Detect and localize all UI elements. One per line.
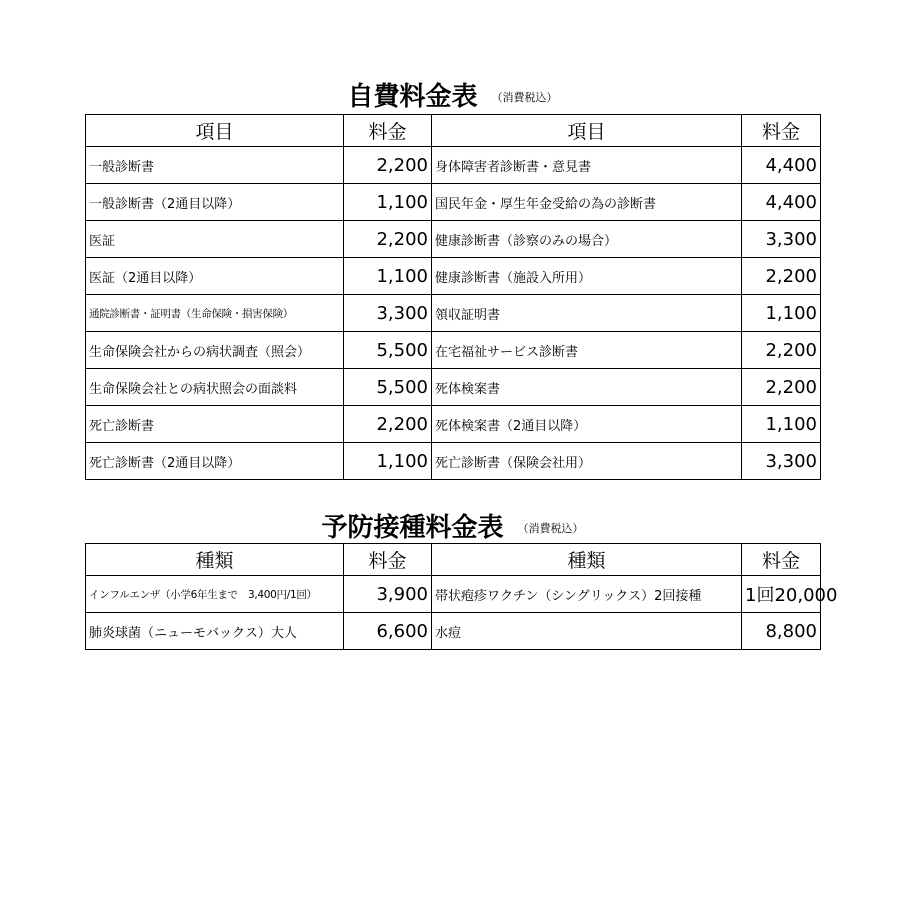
table-row <box>86 576 821 613</box>
vac-title-text: 予防接種料金表 <box>321 513 504 543</box>
fee-price-right: 2,200 <box>742 258 821 295</box>
table-row <box>86 613 821 650</box>
fee-item-left: 一般診断書（2通目以降） <box>86 184 344 221</box>
header-price-left: 料金 <box>344 544 432 576</box>
fee-price-left: 2,200 <box>344 221 432 258</box>
fee-item-right: 在宅福祉サービス診断書 <box>432 332 742 369</box>
vac-price-right: 8,800 <box>742 613 821 650</box>
vac-price-left: 6,600 <box>344 613 432 650</box>
fee-price-right: 3,300 <box>742 443 821 480</box>
fee-item-right: 死体検案書 <box>432 369 742 406</box>
table-row <box>86 443 821 480</box>
header-type-left: 種類 <box>86 544 344 576</box>
fee-price-left: 2,200 <box>344 147 432 184</box>
header-item-left: 項目 <box>86 115 344 147</box>
fee-price-right: 4,400 <box>742 147 821 184</box>
vaccination-fee-table <box>85 543 838 650</box>
header-type-right: 種類 <box>432 544 742 576</box>
header-price-right: 料金 <box>742 115 821 147</box>
table-row <box>86 295 821 332</box>
vac-header-row <box>86 544 821 576</box>
fee-header-row <box>86 115 821 147</box>
table-row <box>86 147 821 184</box>
fee-price-right: 2,200 <box>742 369 821 406</box>
fee-item-right: 国民年金・厚生年金受給の為の診断書 <box>432 184 742 221</box>
vac-price-right: 1回20,000 <box>742 576 821 613</box>
fee-tax-note: （消費税込） <box>491 90 558 104</box>
fee-price-right: 2,200 <box>742 332 821 369</box>
fee-price-left: 3,300 <box>344 295 432 332</box>
fee-price-left: 5,500 <box>344 369 432 406</box>
vac-item-left: 肺炎球菌（ニューモバックス）大人 <box>86 613 344 650</box>
fee-price-left: 1,100 <box>344 258 432 295</box>
self-pay-fee-table <box>85 114 821 480</box>
table-row <box>86 406 821 443</box>
vac-tax-note: （消費税込） <box>517 521 584 535</box>
fee-item-right: 身体障害者診断書・意見書 <box>432 147 742 184</box>
fee-item-left: 医証（2通目以降） <box>86 258 344 295</box>
vac-item-left: インフルエンザ（小学6年生まで 3,400円/1回） <box>86 576 344 613</box>
fee-price-left: 2,200 <box>344 406 432 443</box>
fee-price-right: 4,400 <box>742 184 821 221</box>
fee-price-right: 3,300 <box>742 221 821 258</box>
table-row <box>86 221 821 258</box>
fee-item-right: 死体検案書（2通目以降） <box>432 406 742 443</box>
fee-price-right: 1,100 <box>742 295 821 332</box>
vaccination-table-title <box>0 513 905 544</box>
fee-item-right: 領収証明書 <box>432 295 742 332</box>
fee-item-left: 医証 <box>86 221 344 258</box>
header-price-left: 料金 <box>344 115 432 147</box>
fee-table-title <box>0 82 905 113</box>
fee-item-left: 死亡診断書（2通目以降） <box>86 443 344 480</box>
fee-price-left: 5,500 <box>344 332 432 369</box>
fee-item-right: 健康診断書（診察のみの場合） <box>432 221 742 258</box>
table-row <box>86 332 821 369</box>
table-row <box>86 184 821 221</box>
fee-item-right: 健康診断書（施設入所用） <box>432 258 742 295</box>
fee-price-right: 1,100 <box>742 406 821 443</box>
table-row <box>86 258 821 295</box>
fee-item-left: 生命保険会社からの病状調査（照会） <box>86 332 344 369</box>
fee-item-left: 生命保険会社との病状照会の面談料 <box>86 369 344 406</box>
fee-item-left: 一般診断書 <box>86 147 344 184</box>
fee-item-right: 死亡診断書（保険会社用） <box>432 443 742 480</box>
fee-item-left: 通院診断書・証明書（生命保険・損害保険） <box>86 295 344 332</box>
vac-item-right: 帯状疱疹ワクチン（シングリックス）2回接種 <box>432 576 742 613</box>
fee-title-text: 自費料金表 <box>347 82 478 112</box>
fee-price-left: 1,100 <box>344 184 432 221</box>
fee-item-left: 死亡診断書 <box>86 406 344 443</box>
fee-price-left: 1,100 <box>344 443 432 480</box>
header-item-right: 項目 <box>432 115 742 147</box>
vac-item-right: 水痘 <box>432 613 742 650</box>
table-row <box>86 369 821 406</box>
header-price-right: 料金 <box>742 544 821 576</box>
vac-price-left: 3,900 <box>344 576 432 613</box>
